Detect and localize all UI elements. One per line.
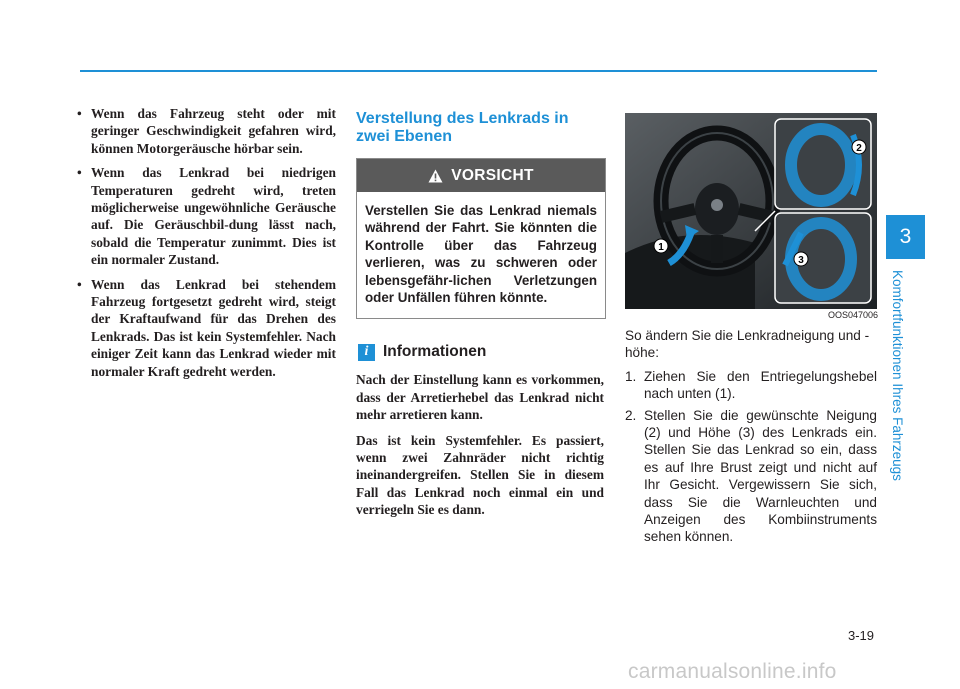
list-item: [74, 164, 336, 268]
info-title: Informationen: [383, 343, 487, 361]
steering-wheel-illustration: [625, 113, 877, 309]
caution-label: VORSICHT: [451, 166, 534, 184]
watermark: carmanualsonline.info: [628, 660, 837, 683]
notes-column: [74, 105, 336, 387]
adjustment-column: [356, 110, 606, 519]
step-text: Stellen Sie die gewünschte Neigung (2) und Höhe (3) des Lenkrads ein. Stellen Sie das Lenkrad so ein, dass es auf Ihre Brust zeigt und nicht auf Ihr Gesicht. Vergewissern Sie sich, dass Sie die Warnleuchten und Anzeigen des Kombiinstruments sehen können.: [644, 407, 877, 545]
header-rule: [80, 70, 877, 72]
info-header: [358, 343, 606, 361]
chapter-title: Komfortfunktionen Ihres Fahrzeugs: [890, 270, 905, 481]
instructions-intro: So ändern Sie die Lenkradneigung und -höhe:: [625, 328, 870, 361]
info-icon: i: [358, 344, 375, 361]
list-item: [74, 276, 336, 380]
list-item: [74, 105, 336, 157]
figure-code: OOS047006: [827, 310, 878, 320]
warning-triangle-icon: [428, 169, 443, 183]
caution-header: [357, 159, 605, 192]
info-paragraph: Nach der Einstellung kann es vorkommen, dass der Arretierhebel das Lenkrad nicht mehr arretieren kann.: [356, 372, 604, 423]
step-text: Ziehen Sie den Entriegelungshebel nach unten (1).: [644, 368, 877, 402]
callout-1: 1: [658, 242, 664, 253]
bullet-icon: •: [77, 276, 82, 292]
caution-box: [356, 158, 606, 319]
section-title: Verstellung des Lenkrads in zwei Ebenen: [356, 110, 569, 145]
caution-text: Verstellen Sie das Lenkrad niemals während der Fahrt. Sie könnten die Kontrolle über das Fahrzeug verlieren, was zu schweren oder lebensgefähr-lichen Verletzungen oder Unfällen führen könnte.: [365, 203, 597, 306]
bullet-text: Wenn das Lenkrad bei stehendem Fahrzeug fortgesetzt gedreht wird, steigt der Kraftaufwand für das Drehen des Lenkrads. Das ist kein Systemfehler. Nach einiger Zeit kann das Lenkrad wieder mit normaler Kraft gedreht werden.: [91, 276, 336, 379]
steps-list: [625, 368, 877, 546]
chapter-tab: 3: [886, 215, 925, 259]
bullet-icon: •: [77, 106, 82, 121]
callout-3: 3: [798, 255, 804, 266]
info-paragraph: Das ist kein Systemfehler. Es passiert, wenn zwei Zahnräder nicht richtig ineinandergreifen. Stellen Sie in diesem Fall das Lenkrad noch einmal ein und verriegeln Sie es dann.: [356, 432, 604, 518]
instructions-column: [625, 113, 878, 550]
step-item: [625, 407, 877, 546]
step-item: [625, 368, 877, 403]
step-number: 2.: [625, 407, 637, 423]
bullet-icon: •: [77, 165, 82, 181]
bullet-text: Wenn das Fahrzeug steht oder mit geringer Geschwindigkeit gefahren wird, können Motorgeräusche hörbar sein.: [91, 106, 336, 156]
bullet-list: [74, 105, 336, 380]
step-number: 1.: [625, 368, 637, 384]
steering-wheel-figure: [625, 113, 877, 309]
callout-2: 2: [856, 143, 862, 154]
page-number: 3-19: [848, 628, 875, 643]
bullet-text: Wenn das Lenkrad bei niedrigen Temperaturen gedreht wird, treten möglicherweise ungewöhnliche Geräusche auf. Die Geräuschbil-dung lässt nach, sobald die Temperatur zunimmt. Dies ist ein normaler Zustand.: [91, 165, 336, 268]
